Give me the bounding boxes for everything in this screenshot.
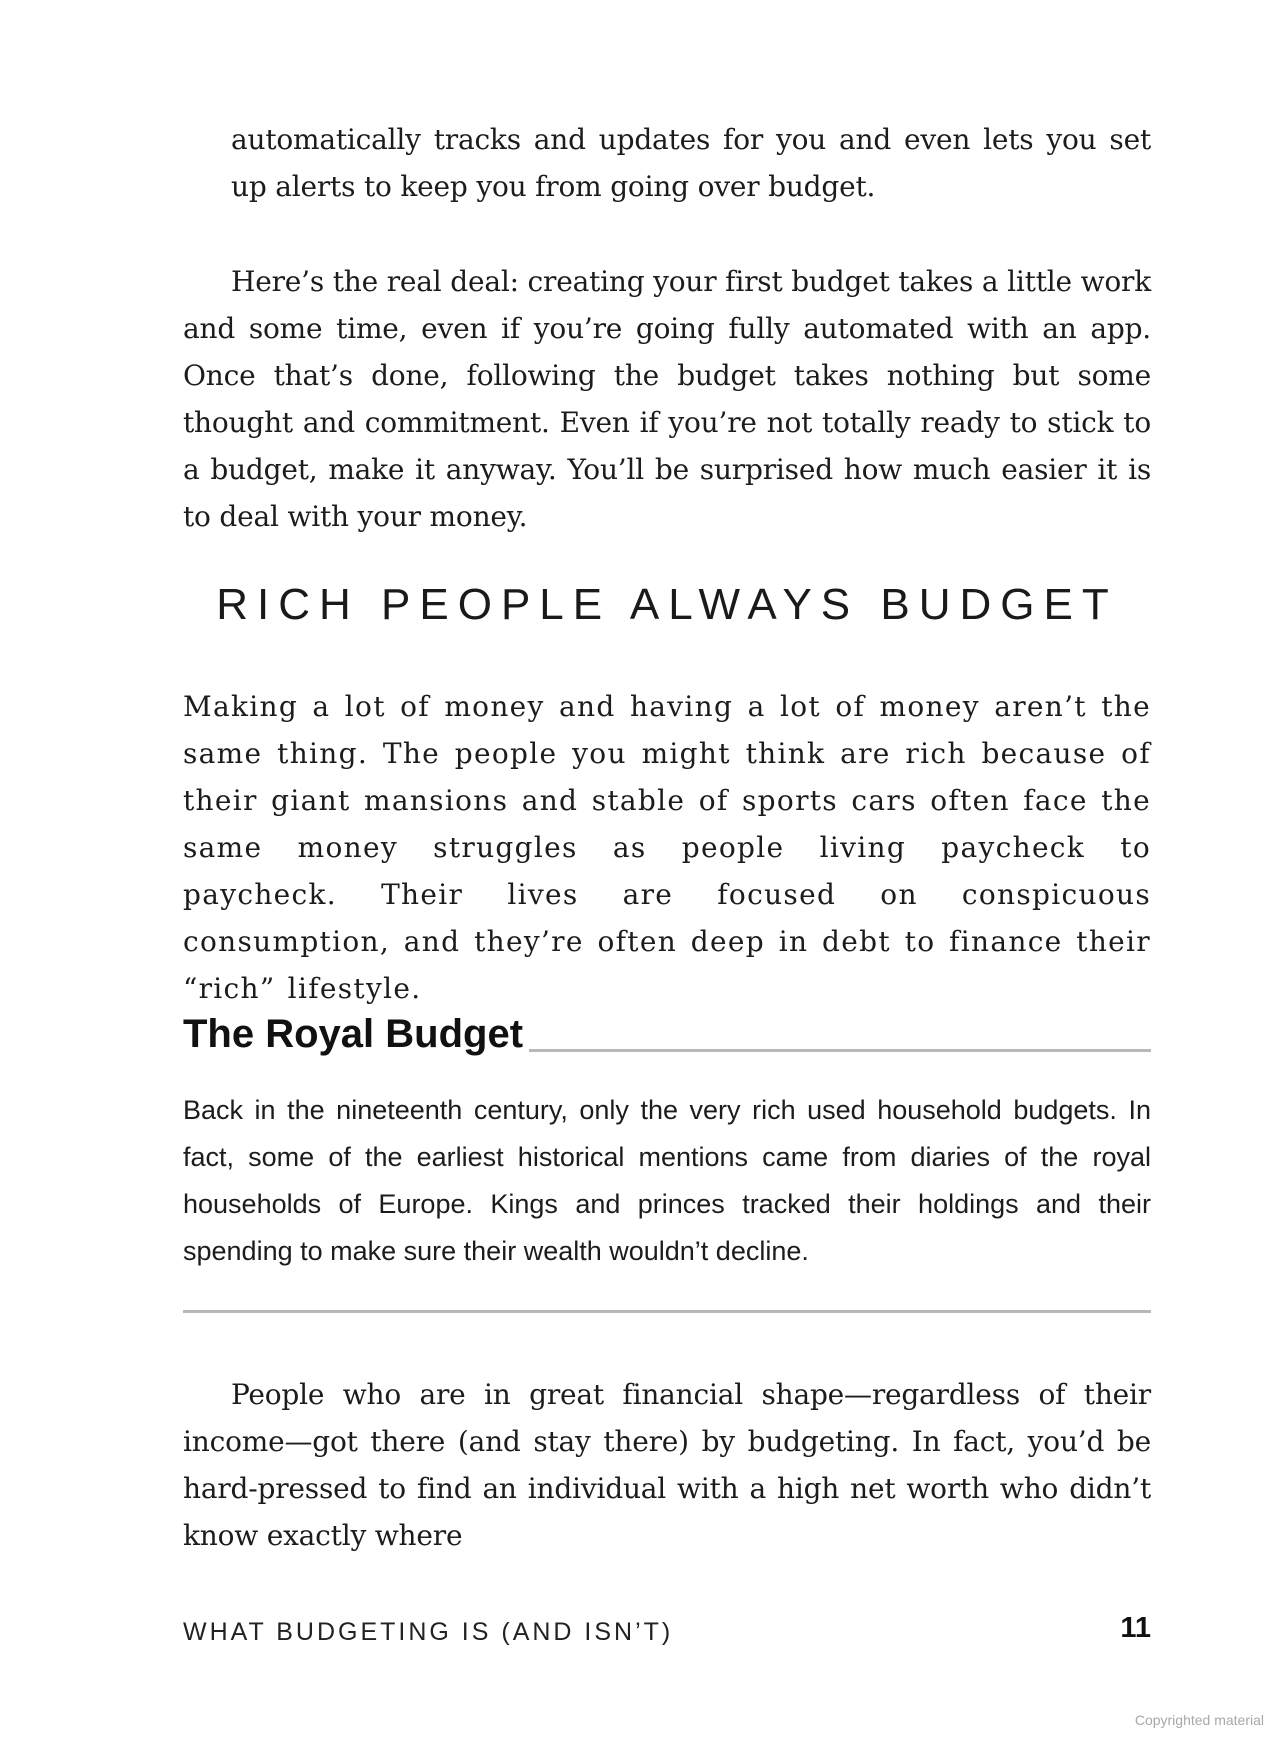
making-money-paragraph: Making a lot of money and having a lot of money aren’t the same thing. The people you might think are rich because of their giant mansions and stable of sports cars often face the same money struggles as people living paycheck to paycheck. Their lives are focused on conspicuous consumption, and they’re often deep in debt to finance their “rich” lifestyle. [183,690,1151,1005]
running-footer: WHAT BUDGETING IS (AND ISN’T) [183,1618,674,1646]
continued-paragraph: automatically tracks and updates for you and even lets you set up alerts to keep you from going over budget. [231,123,1151,203]
section-heading: RICH PEOPLE ALWAYS BUDGET [216,580,1118,629]
sidebar-bottom-rule [183,1310,1151,1313]
sidebar-title: The Royal Budget [183,1012,529,1057]
copyright-watermark: Copyrighted material [1134,1712,1264,1728]
real-deal-paragraph: Here’s the real deal: creating your first budget takes a little work and some time, even if you’re going fully automated with an app. Once that’s done, following the budget takes nothing but some thought and commitment. Even if you’re not totally ready to stick to a budget, make it anyway. You’ll be surprised how much easier it is to deal with your money. [183,265,1151,533]
page-number: 11 [1120,1612,1151,1644]
sidebar-text: Back in the nineteenth century, only the very rich used household budgets. In fact, some of the earliest historical mentions came from diaries of the royal households of Europe. Kings and princes tracked their holdings and their spending to make sure their wealth wouldn’t decline. [183,1095,1151,1266]
great-shape-paragraph: People who are in great financial shape—regardless of their income—got there (and stay there) by budgeting. In fact, you’d be hard-pressed to find an individual with a high net worth who didn’t know exactly where [183,1378,1151,1552]
